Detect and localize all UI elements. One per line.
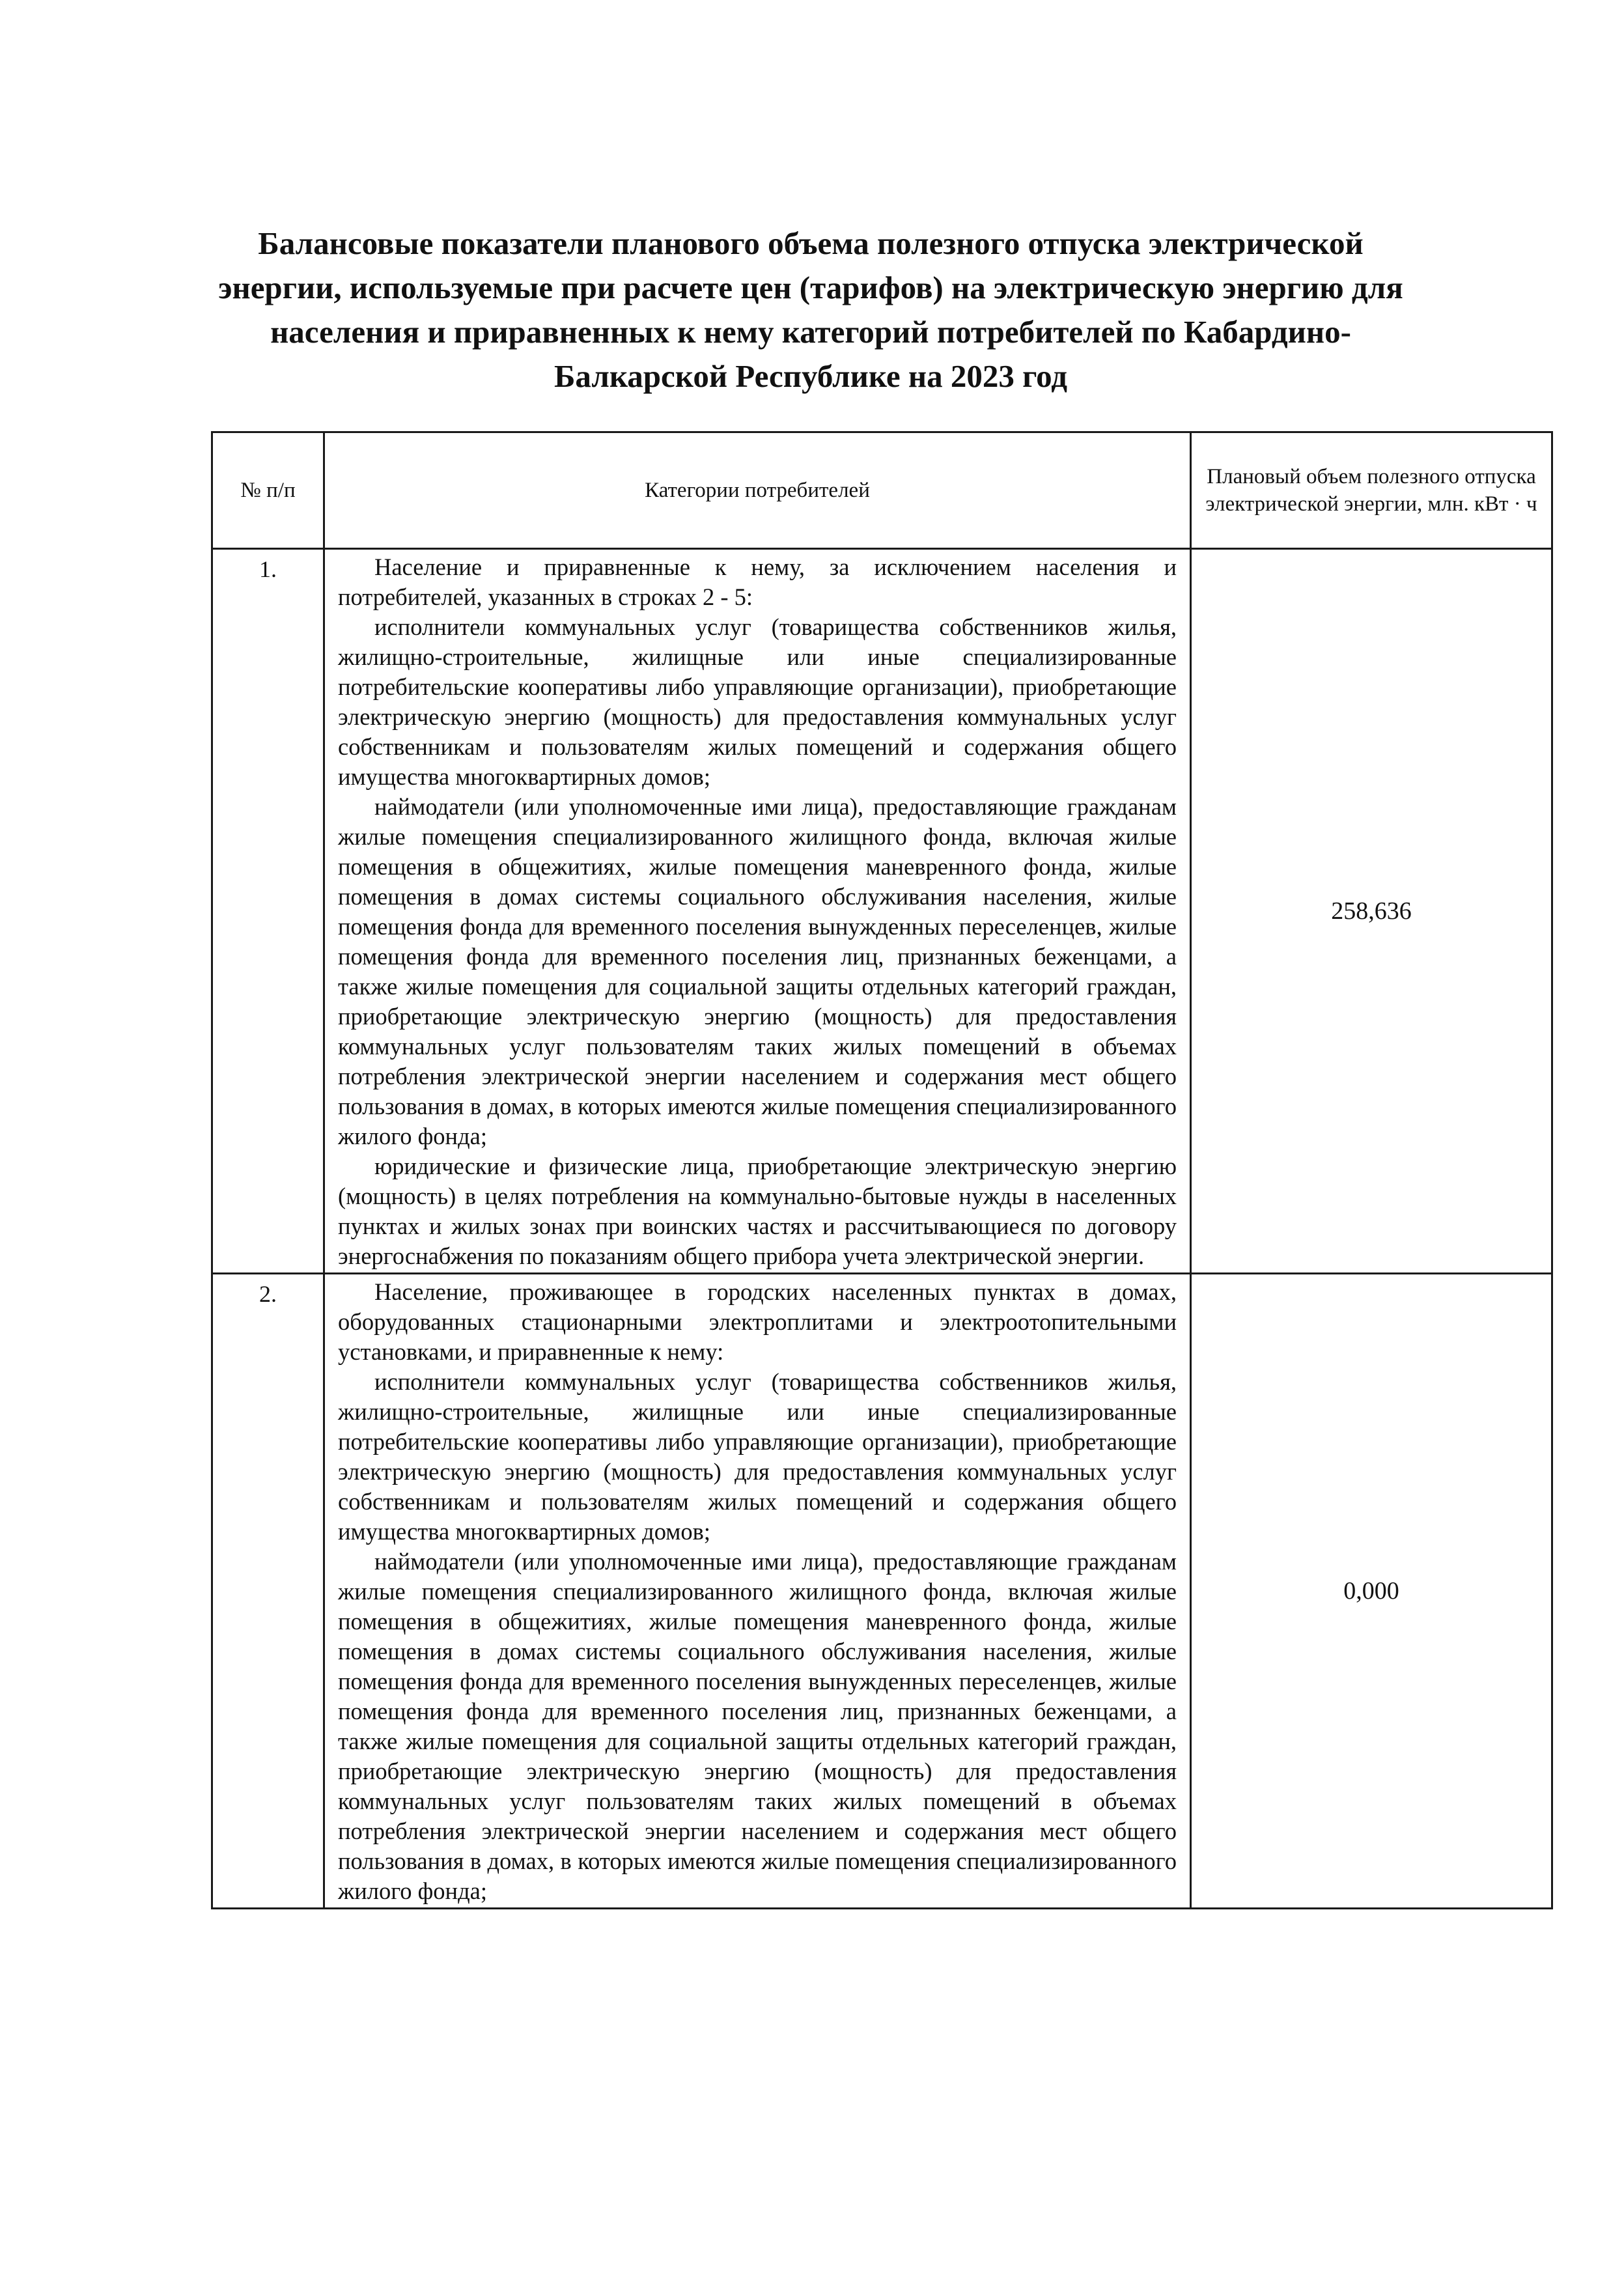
header-num: № п/п <box>212 432 324 549</box>
category-cell <box>324 1274 1191 1909</box>
table-row <box>212 1274 1552 1909</box>
page-title: Балансовые показатели планового объема полезного отпуска электрической энергии, используемые при расчете цен (тарифов) на электрическую энергию для населения и приравненных к нему категорий потребителей по Кабардино-Балкарской Республике на 2023 год <box>218 225 1403 394</box>
header-volume: Плановый объем полезного отпуска электрической энергии, млн. кВт · ч <box>1191 432 1552 549</box>
row-number: 1. <box>212 549 324 1274</box>
category-cell <box>324 549 1191 1274</box>
row-number: 2. <box>212 1274 324 1909</box>
category-paragraph: Население, проживающее в городских населенных пунктах в домах, оборудованных стационарными электроплитами и электроотопительными установками, и приравненные к нему: <box>338 1278 1177 1365</box>
balance-table <box>211 431 1553 1909</box>
header-category: Категории потребителей <box>324 432 1191 549</box>
table-row <box>212 549 1552 1274</box>
category-paragraph: наймодатели (или уполномоченные ими лица), предоставляющие гражданам жилые помещения специализированного жилищного фонда, включая жилые помещения в общежитиях, жилые помещения маневренного фонда, жилые помещения в домах системы социального обслуживания населения, жилые помещения фонда для временного поселения вынужденных переселенцев, жилые помещения фонда для временного поселения лиц, признанных беженцами, а также жилые помещения для социальной защиты отдельных категорий граждан, приобретающие электрическую энергию (мощность) для предоставления коммунальных услуг пользователям таких жилых помещений в объемах потребления электрической энергии населением и содержания мест общего пользования в домах, в которых имеются жилые помещения специализированного жилого фонда; <box>338 1548 1177 1904</box>
category-paragraph: исполнители коммунальных услуг (товарищества собственников жилья, жилищно-строительные, жилищные или иные специализированные потребительские кооперативы либо управляющие организации), приобретающие электрическую энергию (мощность) для предоставления коммунальных услуг собственникам и пользователям жилых помещений и содержания общего имущества многоквартирных домов; <box>338 613 1177 790</box>
category-paragraph: Население и приравненные к нему, за исключением населения и потребителей, указанных в строках 2 - 5: <box>338 554 1177 610</box>
category-paragraph: исполнители коммунальных услуг (товарищества собственников жилья, жилищно-строительные, жилищные или иные специализированные потребительские кооперативы либо управляющие организации), приобретающие электрическую энергию (мощность) для предоставления коммунальных услуг собственникам и пользователям жилых помещений и содержания общего имущества многоквартирных домов; <box>338 1368 1177 1545</box>
table-header-row <box>212 432 1552 549</box>
category-paragraph: наймодатели (или уполномоченные ими лица), предоставляющие гражданам жилые помещения специализированного жилищного фонда, включая жилые помещения в общежитиях, жилые помещения маневренного фонда, жилые помещения в домах системы социального обслуживания населения, жилые помещения фонда для временного поселения вынужденных переселенцев, жилые помещения фонда для временного поселения лиц, признанных беженцами, а также жилые помещения для социальной защиты отдельных категорий граждан, приобретающие электрическую энергию (мощность) для предоставления коммунальных услуг пользователям таких жилых помещений в объемах потребления электрической энергии населением и содержания мест общего пользования в домах, в которых имеются жилые помещения специализированного жилого фонда; <box>338 793 1177 1149</box>
category-paragraph: юридические и физические лица, приобретающие электрическую энергию (мощность) в целях потребления на коммунально-бытовые нужды в населенных пунктах и жилых зонах при воинских частях и рассчитывающиеся по договору энергоснабжения по показаниям общего прибора учета электрической энергии. <box>338 1153 1177 1269</box>
volume-value: 0,000 <box>1191 1274 1552 1909</box>
volume-value: 258,636 <box>1191 549 1552 1274</box>
